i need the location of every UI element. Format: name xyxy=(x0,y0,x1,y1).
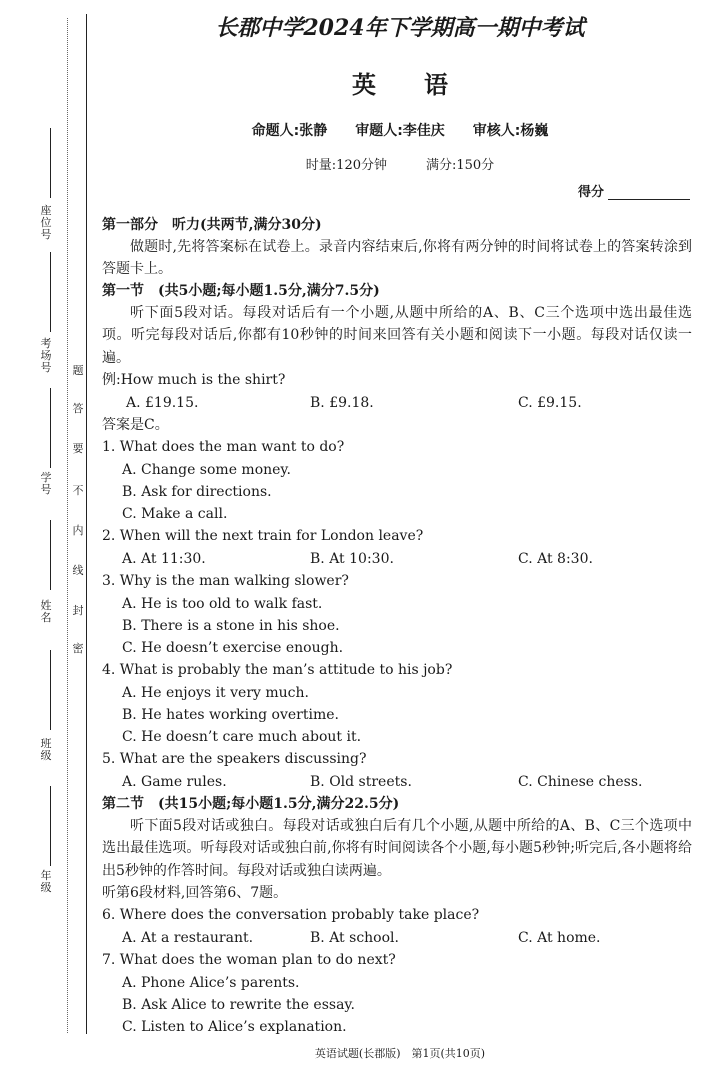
question-1: 1. What does the man want to do? xyxy=(102,439,345,455)
q5-option-a: A. Game rules. xyxy=(122,774,227,790)
question-3: 3. Why is the man walking slower? xyxy=(102,573,349,589)
exam-title: 长郡中学2024年下学期高一期中考试 xyxy=(215,15,585,41)
example-option-c: C. £9.15. xyxy=(518,395,582,411)
seal-char: 不 xyxy=(72,484,84,497)
q4-option-a: A. He enjoys it very much. xyxy=(122,685,309,701)
q1-option-a: A. Change some money. xyxy=(122,462,291,478)
label-name: 姓 名 xyxy=(40,599,63,624)
section2-heading: 第二节 (共15小题;每小题1.5分,满分22.5分) xyxy=(102,796,400,812)
question-5: 5. What are the speakers discussing? xyxy=(102,751,367,767)
q3-option-a: A. He is too old to walk fast. xyxy=(122,596,323,612)
q2-option-b: B. At 10:30. xyxy=(310,551,394,567)
q6-option-b: B. At school. xyxy=(310,930,399,946)
subject-title: 英 语 xyxy=(352,71,448,99)
q3-option-c: C. He doesn’t exercise enough. xyxy=(122,640,344,656)
q4-option-b: B. He hates working overtime. xyxy=(122,707,339,723)
seal-char: 题 xyxy=(72,364,84,377)
part1-instructions: 做题时,先将答案标在试卷上。录音内容结束后,你将有两分钟的时间将试卷上的答案转涂到答题卡上。 xyxy=(102,239,692,278)
label-student-id: 学 号 xyxy=(40,471,63,496)
q7-option-a: A. Phone Alice’s parents. xyxy=(122,975,300,991)
label-class: 班 级 xyxy=(40,737,63,762)
section1-heading: 第一节 (共5小题;每小题1.5分,满分7.5分) xyxy=(102,283,380,299)
q1-option-b: B. Ask for directions. xyxy=(122,484,272,500)
blank-line-class xyxy=(50,650,52,730)
time-and-score: 时量:120分钟 满分:150分 xyxy=(305,158,495,173)
q4-option-c: C. He doesn’t care much about it. xyxy=(122,729,362,745)
material-6-note: 听第6段材料,回答第6、7题。 xyxy=(102,885,288,901)
example-question: 例:How much is the shirt? xyxy=(102,372,286,388)
score-label: 得分 xyxy=(578,185,605,200)
example-answer: 答案是C。 xyxy=(102,417,169,433)
question-7: 7. What does the woman plan to do next? xyxy=(102,952,396,968)
seal-char: 线 xyxy=(72,564,84,577)
seal-char: 要 xyxy=(72,442,84,455)
seal-char: 密 xyxy=(72,642,84,655)
q6-option-a: A. At a restaurant. xyxy=(122,930,254,946)
q7-option-b: B. Ask Alice to rewrite the essay. xyxy=(122,997,355,1013)
exam-staff: 命题人:张静 审题人:李佳庆 审核人:杨巍 xyxy=(251,123,549,139)
question-2: 2. When will the next train for London leave? xyxy=(102,528,424,544)
page-footer: 英语试题(长郡版) 第1页(共10页) xyxy=(314,1047,486,1060)
label-grade: 年 级 xyxy=(40,869,63,894)
q6-option-c: C. At home. xyxy=(518,930,601,946)
blank-line-seat xyxy=(50,128,52,198)
blank-line-room xyxy=(50,252,52,332)
question-4: 4. What is probably the man’s attitude to his job? xyxy=(102,662,453,678)
part1-heading: 第一部分 听力(共两节,满分30分) xyxy=(102,217,322,233)
q3-option-b: B. There is a stone in his shoe. xyxy=(122,618,340,634)
binding-solid-line xyxy=(86,14,87,1034)
q5-option-b: B. Old streets. xyxy=(310,774,412,790)
example-option-a: A. £19.15. xyxy=(126,395,199,411)
binding-dotted-line xyxy=(67,18,68,1033)
label-seat-number: 座位号 xyxy=(40,204,52,241)
seal-char: 内 xyxy=(72,524,84,537)
seal-char: 答 xyxy=(72,402,84,415)
blank-line-student-id xyxy=(50,388,52,468)
question-6: 6. Where does the conversation probably take place? xyxy=(102,907,480,923)
score-blank[interactable] xyxy=(608,199,690,200)
q1-option-c: C. Make a call. xyxy=(122,506,228,522)
seal-char: 封 xyxy=(72,604,84,617)
blank-line-name xyxy=(50,520,52,590)
blank-line-grade xyxy=(50,786,52,866)
q2-option-c: C. At 8:30. xyxy=(518,551,593,567)
section2-instructions: 听下面5段对话或独白。每段对话或独白后有几个小题,从题中所给的A、B、C三个选项中选出最佳选项。听每段对话或独白前,你将有时间阅读各个小题,每小题5秒钟;听完后,各小题将给出5秒钟的作答时间。每段对话或独白读两遍。 xyxy=(102,818,692,879)
label-room-number: 考场号 xyxy=(40,337,52,374)
section1-instructions: 听下面5段对话。每段对话后有一个小题,从题中所给的A、B、C三个选项中选出最佳选项。听完每段对话后,你都有10秒钟的时间来回答有关小题和阅读下一小题。每段对话仅读一遍。 xyxy=(102,305,692,366)
q2-option-a: A. At 11:30. xyxy=(122,551,206,567)
q7-option-c: C. Listen to Alice’s explanation. xyxy=(122,1019,347,1035)
example-option-b: B. £9.18. xyxy=(310,395,374,411)
q5-option-c: C. Chinese chess. xyxy=(518,774,643,790)
